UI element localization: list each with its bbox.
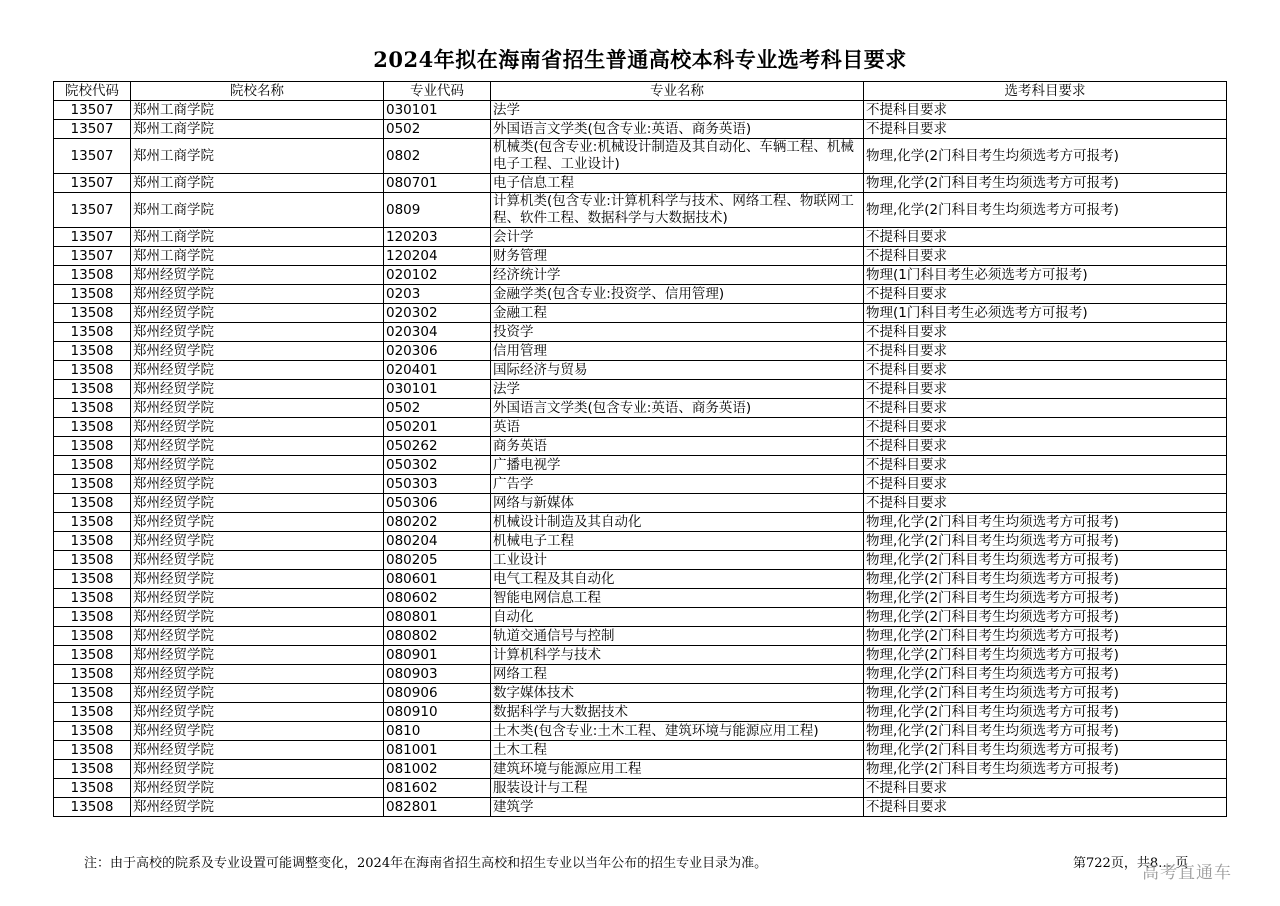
school-name-cell: 郑州工商学院 <box>131 139 384 174</box>
table-row <box>54 494 1227 513</box>
school-name-cell: 郑州经贸学院 <box>131 266 384 285</box>
header-major-name: 专业名称 <box>491 82 864 101</box>
school-code-cell: 13508 <box>54 722 131 741</box>
school-code-cell: 13508 <box>54 627 131 646</box>
table-row <box>54 101 1227 120</box>
table-row <box>54 247 1227 266</box>
table-row <box>54 551 1227 570</box>
school-name-cell: 郑州经贸学院 <box>131 741 384 760</box>
school-name-cell: 郑州经贸学院 <box>131 627 384 646</box>
major-code-cell: 081602 <box>384 779 491 798</box>
school-code-cell: 13507 <box>54 193 131 228</box>
table-row <box>54 174 1227 193</box>
header-major-code: 专业代码 <box>384 82 491 101</box>
table-row <box>54 266 1227 285</box>
page-number: 第722页，共8… 页 <box>1073 856 1189 871</box>
requirement-cell: 物理,化学(2门科目考生均须选考方可报考) <box>864 703 1227 722</box>
major-name-cell: 法学 <box>491 380 864 399</box>
major-name-cell: 英语 <box>491 418 864 437</box>
school-code-cell: 13507 <box>54 174 131 193</box>
school-code-cell: 13507 <box>54 139 131 174</box>
school-code-cell: 13508 <box>54 798 131 817</box>
requirement-cell: 物理,化学(2门科目考生均须选考方可报考) <box>864 627 1227 646</box>
major-code-cell: 020102 <box>384 266 491 285</box>
requirement-cell: 不提科目要求 <box>864 437 1227 456</box>
table-row <box>54 120 1227 139</box>
requirement-cell: 不提科目要求 <box>864 247 1227 266</box>
school-name-cell: 郑州经贸学院 <box>131 532 384 551</box>
major-code-cell: 0809 <box>384 193 491 228</box>
table-row <box>54 779 1227 798</box>
major-code-cell: 080602 <box>384 589 491 608</box>
table-row <box>54 361 1227 380</box>
major-code-cell: 080802 <box>384 627 491 646</box>
school-name-cell: 郑州经贸学院 <box>131 608 384 627</box>
major-code-cell: 050302 <box>384 456 491 475</box>
major-code-cell: 020304 <box>384 323 491 342</box>
header-school-code: 院校代码 <box>54 82 131 101</box>
school-name-cell: 郑州工商学院 <box>131 247 384 266</box>
requirement-cell: 物理,化学(2门科目考生均须选考方可报考) <box>864 608 1227 627</box>
major-code-cell: 050306 <box>384 494 491 513</box>
major-name-cell: 网络与新媒体 <box>491 494 864 513</box>
major-name-cell: 金融学类(包含专业:投资学、信用管理) <box>491 285 864 304</box>
requirement-cell: 不提科目要求 <box>864 494 1227 513</box>
table-row <box>54 646 1227 665</box>
major-name-cell: 广播电视学 <box>491 456 864 475</box>
table-row <box>54 722 1227 741</box>
school-code-cell: 13508 <box>54 304 131 323</box>
major-name-cell: 经济统计学 <box>491 266 864 285</box>
school-code-cell: 13508 <box>54 323 131 342</box>
table-header-row <box>54 82 1227 101</box>
table-row <box>54 703 1227 722</box>
requirement-cell: 物理,化学(2门科目考生均须选考方可报考) <box>864 174 1227 193</box>
requirement-cell: 物理,化学(2门科目考生均须选考方可报考) <box>864 513 1227 532</box>
major-name-cell: 工业设计 <box>491 551 864 570</box>
major-code-cell: 020306 <box>384 342 491 361</box>
major-name-cell: 土木工程 <box>491 741 864 760</box>
major-name-cell: 土木类(包含专业:土木工程、建筑环境与能源应用工程) <box>491 722 864 741</box>
school-name-cell: 郑州工商学院 <box>131 174 384 193</box>
table-row <box>54 228 1227 247</box>
requirement-cell: 物理,化学(2门科目考生均须选考方可报考) <box>864 139 1227 174</box>
major-name-cell: 机械电子工程 <box>491 532 864 551</box>
major-code-cell: 080205 <box>384 551 491 570</box>
table-row <box>54 475 1227 494</box>
requirement-cell: 不提科目要求 <box>864 323 1227 342</box>
table-row <box>54 323 1227 342</box>
school-name-cell: 郑州经贸学院 <box>131 684 384 703</box>
table-row <box>54 684 1227 703</box>
school-code-cell: 13508 <box>54 741 131 760</box>
school-name-cell: 郑州经贸学院 <box>131 475 384 494</box>
major-code-cell: 081001 <box>384 741 491 760</box>
school-code-cell: 13508 <box>54 532 131 551</box>
major-code-cell: 0810 <box>384 722 491 741</box>
major-code-cell: 030101 <box>384 380 491 399</box>
major-name-cell: 网络工程 <box>491 665 864 684</box>
major-name-cell: 机械设计制造及其自动化 <box>491 513 864 532</box>
school-name-cell: 郑州经贸学院 <box>131 513 384 532</box>
school-name-cell: 郑州经贸学院 <box>131 646 384 665</box>
major-name-cell: 电子信息工程 <box>491 174 864 193</box>
school-name-cell: 郑州经贸学院 <box>131 551 384 570</box>
major-name-cell: 外国语言文学类(包含专业:英语、商务英语) <box>491 120 864 139</box>
major-code-cell: 020302 <box>384 304 491 323</box>
requirement-cell: 物理,化学(2门科目考生均须选考方可报考) <box>864 741 1227 760</box>
requirement-cell: 不提科目要求 <box>864 101 1227 120</box>
school-code-cell: 13508 <box>54 475 131 494</box>
table-row <box>54 399 1227 418</box>
major-name-cell: 智能电网信息工程 <box>491 589 864 608</box>
major-code-cell: 082801 <box>384 798 491 817</box>
school-code-cell: 13508 <box>54 760 131 779</box>
school-name-cell: 郑州经贸学院 <box>131 380 384 399</box>
major-code-cell: 0502 <box>384 120 491 139</box>
school-code-cell: 13508 <box>54 380 131 399</box>
table-row <box>54 589 1227 608</box>
school-code-cell: 13508 <box>54 342 131 361</box>
major-name-cell: 数据科学与大数据技术 <box>491 703 864 722</box>
major-code-cell: 020401 <box>384 361 491 380</box>
major-code-cell: 080701 <box>384 174 491 193</box>
major-code-cell: 030101 <box>384 101 491 120</box>
requirement-cell: 不提科目要求 <box>864 120 1227 139</box>
major-name-cell: 投资学 <box>491 323 864 342</box>
table-row <box>54 570 1227 589</box>
school-name-cell: 郑州经贸学院 <box>131 779 384 798</box>
requirement-cell: 物理,化学(2门科目考生均须选考方可报考) <box>864 722 1227 741</box>
requirement-cell: 物理,化学(2门科目考生均须选考方可报考) <box>864 589 1227 608</box>
requirement-cell: 不提科目要求 <box>864 285 1227 304</box>
school-code-cell: 13508 <box>54 646 131 665</box>
major-name-cell: 信用管理 <box>491 342 864 361</box>
school-name-cell: 郑州工商学院 <box>131 101 384 120</box>
school-code-cell: 13508 <box>54 266 131 285</box>
school-name-cell: 郑州经贸学院 <box>131 703 384 722</box>
requirement-cell: 物理,化学(2门科目考生均须选考方可报考) <box>864 684 1227 703</box>
major-name-cell: 金融工程 <box>491 304 864 323</box>
table-row <box>54 665 1227 684</box>
school-name-cell: 郑州经贸学院 <box>131 304 384 323</box>
footnote: 注：由于高校的院系及专业设置可能调整变化，2024年在海南省招生高校和招生专业以当年公布的招生专业目录为准。 <box>84 856 768 871</box>
requirement-cell: 不提科目要求 <box>864 475 1227 494</box>
table-row <box>54 741 1227 760</box>
school-name-cell: 郑州经贸学院 <box>131 437 384 456</box>
requirement-cell: 物理,化学(2门科目考生均须选考方可报考) <box>864 646 1227 665</box>
school-code-cell: 13508 <box>54 551 131 570</box>
major-code-cell: 080204 <box>384 532 491 551</box>
school-name-cell: 郑州经贸学院 <box>131 494 384 513</box>
school-name-cell: 郑州工商学院 <box>131 228 384 247</box>
school-name-cell: 郑州工商学院 <box>131 193 384 228</box>
major-name-cell: 轨道交通信号与控制 <box>491 627 864 646</box>
school-name-cell: 郑州经贸学院 <box>131 589 384 608</box>
requirement-cell: 物理(1门科目考生必须选考方可报考) <box>864 266 1227 285</box>
major-name-cell: 广告学 <box>491 475 864 494</box>
school-code-cell: 13508 <box>54 494 131 513</box>
school-name-cell: 郑州经贸学院 <box>131 722 384 741</box>
school-code-cell: 13508 <box>54 703 131 722</box>
page-title: 2024年拟在海南省招生普通高校本科专业选考科目要求 <box>373 47 907 72</box>
major-code-cell: 0502 <box>384 399 491 418</box>
table-row <box>54 513 1227 532</box>
table-row <box>54 627 1227 646</box>
table-row <box>54 418 1227 437</box>
major-name-cell: 机械类(包含专业:机械设计制造及其自动化、车辆工程、机械电子工程、工业设计) <box>491 139 864 174</box>
school-name-cell: 郑州经贸学院 <box>131 456 384 475</box>
major-code-cell: 0802 <box>384 139 491 174</box>
requirement-cell: 不提科目要求 <box>864 361 1227 380</box>
requirement-cell: 不提科目要求 <box>864 399 1227 418</box>
requirement-cell: 不提科目要求 <box>864 779 1227 798</box>
school-code-cell: 13507 <box>54 101 131 120</box>
requirement-cell: 不提科目要求 <box>864 418 1227 437</box>
school-code-cell: 13507 <box>54 120 131 139</box>
school-name-cell: 郑州经贸学院 <box>131 760 384 779</box>
requirement-cell: 物理,化学(2门科目考生均须选考方可报考) <box>864 551 1227 570</box>
requirement-cell: 物理(1门科目考生必须选考方可报考) <box>864 304 1227 323</box>
school-name-cell: 郑州经贸学院 <box>131 342 384 361</box>
major-name-cell: 计算机类(包含专业:计算机科学与技术、网络工程、物联网工程、软件工程、数据科学与大数据技术) <box>491 193 864 228</box>
school-code-cell: 13508 <box>54 285 131 304</box>
requirement-cell: 不提科目要求 <box>864 228 1227 247</box>
requirement-cell: 物理,化学(2门科目考生均须选考方可报考) <box>864 665 1227 684</box>
table-row <box>54 532 1227 551</box>
school-code-cell: 13508 <box>54 418 131 437</box>
requirement-cell: 不提科目要求 <box>864 798 1227 817</box>
school-name-cell: 郑州经贸学院 <box>131 361 384 380</box>
school-name-cell: 郑州经贸学院 <box>131 665 384 684</box>
table-row <box>54 760 1227 779</box>
major-code-cell: 120204 <box>384 247 491 266</box>
school-code-cell: 13508 <box>54 361 131 380</box>
major-name-cell: 外国语言文学类(包含专业:英语、商务英语) <box>491 399 864 418</box>
major-code-cell: 120203 <box>384 228 491 247</box>
requirement-cell: 物理,化学(2门科目考生均须选考方可报考) <box>864 570 1227 589</box>
header-subject-requirement: 选考科目要求 <box>864 82 1227 101</box>
major-code-cell: 081002 <box>384 760 491 779</box>
requirement-cell: 物理,化学(2门科目考生均须选考方可报考) <box>864 193 1227 228</box>
major-name-cell: 财务管理 <box>491 247 864 266</box>
table-row <box>54 139 1227 174</box>
major-code-cell: 050262 <box>384 437 491 456</box>
school-code-cell: 13508 <box>54 608 131 627</box>
major-code-cell: 050303 <box>384 475 491 494</box>
table-row <box>54 380 1227 399</box>
school-name-cell: 郑州经贸学院 <box>131 323 384 342</box>
table-row <box>54 437 1227 456</box>
school-code-cell: 13508 <box>54 456 131 475</box>
school-code-cell: 13508 <box>54 684 131 703</box>
major-name-cell: 电气工程及其自动化 <box>491 570 864 589</box>
school-code-cell: 13508 <box>54 589 131 608</box>
requirement-cell: 物理,化学(2门科目考生均须选考方可报考) <box>864 760 1227 779</box>
major-name-cell: 商务英语 <box>491 437 864 456</box>
major-code-cell: 080801 <box>384 608 491 627</box>
major-name-cell: 计算机科学与技术 <box>491 646 864 665</box>
school-code-cell: 13507 <box>54 247 131 266</box>
school-code-cell: 13508 <box>54 779 131 798</box>
table-row <box>54 456 1227 475</box>
requirement-cell: 不提科目要求 <box>864 342 1227 361</box>
table-row <box>54 193 1227 228</box>
school-code-cell: 13508 <box>54 399 131 418</box>
school-name-cell: 郑州经贸学院 <box>131 418 384 437</box>
major-code-cell: 080202 <box>384 513 491 532</box>
school-name-cell: 郑州工商学院 <box>131 120 384 139</box>
watermark: 高考直通车 <box>1142 863 1232 883</box>
school-name-cell: 郑州经贸学院 <box>131 570 384 589</box>
school-name-cell: 郑州经贸学院 <box>131 399 384 418</box>
requirements-table <box>53 81 1227 817</box>
school-name-cell: 郑州经贸学院 <box>131 285 384 304</box>
major-code-cell: 080903 <box>384 665 491 684</box>
table-row <box>54 342 1227 361</box>
major-name-cell: 自动化 <box>491 608 864 627</box>
school-code-cell: 13508 <box>54 665 131 684</box>
major-code-cell: 080906 <box>384 684 491 703</box>
table-row <box>54 285 1227 304</box>
major-name-cell: 数字媒体技术 <box>491 684 864 703</box>
major-code-cell: 050201 <box>384 418 491 437</box>
major-name-cell: 建筑学 <box>491 798 864 817</box>
school-code-cell: 13508 <box>54 437 131 456</box>
table-row <box>54 608 1227 627</box>
major-name-cell: 服装设计与工程 <box>491 779 864 798</box>
requirement-cell: 不提科目要求 <box>864 380 1227 399</box>
major-name-cell: 会计学 <box>491 228 864 247</box>
major-code-cell: 080601 <box>384 570 491 589</box>
table-body <box>54 101 1227 817</box>
major-name-cell: 建筑环境与能源应用工程 <box>491 760 864 779</box>
major-code-cell: 0203 <box>384 285 491 304</box>
school-code-cell: 13508 <box>54 513 131 532</box>
table-row <box>54 304 1227 323</box>
table-row <box>54 798 1227 817</box>
major-code-cell: 080910 <box>384 703 491 722</box>
major-name-cell: 国际经济与贸易 <box>491 361 864 380</box>
header-school-name: 院校名称 <box>131 82 384 101</box>
school-code-cell: 13508 <box>54 570 131 589</box>
requirement-cell: 不提科目要求 <box>864 456 1227 475</box>
major-name-cell: 法学 <box>491 101 864 120</box>
major-code-cell: 080901 <box>384 646 491 665</box>
school-name-cell: 郑州经贸学院 <box>131 798 384 817</box>
school-code-cell: 13507 <box>54 228 131 247</box>
requirement-cell: 物理,化学(2门科目考生均须选考方可报考) <box>864 532 1227 551</box>
